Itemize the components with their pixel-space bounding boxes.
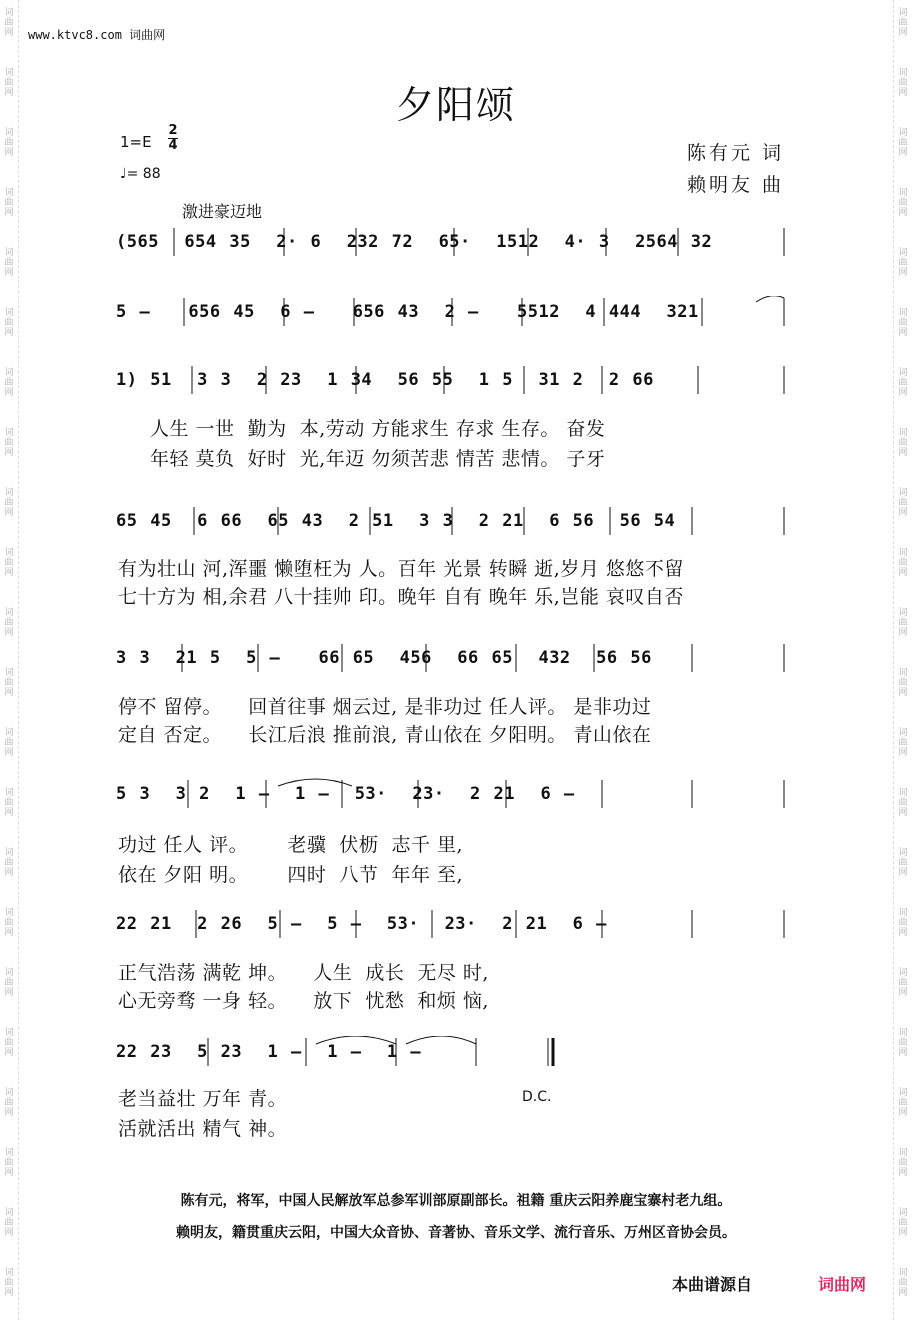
time-signature: 2 4	[168, 123, 178, 153]
watermark-text: 词曲网	[898, 608, 908, 638]
dc-marking: D.C.	[522, 1089, 552, 1105]
watermark-text: 词曲网	[4, 548, 14, 578]
lyricist-bio: 陈有元，将军，中国人民解放军总参军训部原副部长。祖籍 重庆云阳养鹿宝寨村老九组。	[180, 1193, 732, 1209]
barlines	[116, 1036, 786, 1070]
score-system-1	[116, 226, 786, 260]
watermark-text: 词曲网	[898, 1148, 908, 1178]
lyric-line-1: 有为壮山 河,浑噩 懒堕枉为 人。百年 光景 转瞬 逝,岁月 悠悠不留	[118, 558, 684, 580]
barlines	[116, 642, 786, 676]
watermark-text: 词曲网	[4, 8, 14, 38]
lyric-line-2: 年轻 莫负 好时 光,年迈 勿须苦悲 情苦 悲情。 子牙	[150, 448, 606, 470]
watermark-text: 词曲网	[4, 248, 14, 278]
watermark-text: 词曲网	[4, 428, 14, 458]
lyric-line-2: 定自 否定。 长江后浪 推前浪, 青山依在 夕阳明。 青山依在	[118, 724, 652, 746]
watermark-text: 词曲网	[898, 1088, 908, 1118]
score-system-2	[116, 296, 786, 330]
watermark-text: 词曲网	[4, 848, 14, 878]
site-header[interactable]: www.ktvc8.com 词曲网	[28, 28, 166, 42]
watermark-text: 词曲网	[4, 788, 14, 818]
barlines	[116, 505, 786, 539]
lyric-line-1: 人生 一世 勤为 本,劳动 方能求生 存求 生存。 奋发	[150, 418, 606, 440]
watermark-text: 词曲网	[4, 1268, 14, 1298]
lyric-line-2: 依在 夕阳 明。 四时 八节 年年 至,	[118, 864, 464, 886]
watermark-text: 词曲网	[4, 1208, 14, 1238]
lyric-line-1: 功过 任人 评。 老骥 伏枥 志千 里,	[118, 834, 464, 856]
watermark-text: 词曲网	[898, 848, 908, 878]
watermark-text: 词曲网	[4, 608, 14, 638]
watermark-text: 词曲网	[898, 188, 908, 218]
watermark-text: 词曲网	[898, 908, 908, 938]
watermark-text: 词曲网	[4, 128, 14, 158]
watermark-text: 词曲网	[898, 68, 908, 98]
watermark-text: 词曲网	[898, 728, 908, 758]
notation-line: 65 45 6 66 65 43 2 51 3 3 2 21 6 56 56 54	[116, 511, 676, 531]
watermark-text: 词曲网	[4, 1088, 14, 1118]
source-label: 本曲谱源自	[672, 1275, 753, 1294]
score-system-4	[116, 505, 786, 539]
watermark-text: 词曲网	[898, 128, 908, 158]
watermark-text: 词曲网	[898, 548, 908, 578]
watermark-text: 词曲网	[4, 1028, 14, 1058]
notation-line: 5 3 3 2 1 – 1 – 53· 23· 2 21 6 –	[116, 784, 575, 804]
watermark-text: 词曲网	[4, 968, 14, 998]
watermark-text: 词曲网	[4, 668, 14, 698]
watermark-text: 词曲网	[898, 788, 908, 818]
watermark-text: 词曲网	[4, 68, 14, 98]
expression-marking: 激进豪迈地	[182, 202, 263, 221]
watermark-text: 词曲网	[4, 908, 14, 938]
lyric-line-2: 心无旁骛 一身 轻。 放下 忧愁 和烦 恼,	[118, 990, 489, 1012]
barlines	[116, 296, 786, 330]
key-signature: 1=E	[120, 133, 152, 151]
barlines	[116, 908, 786, 942]
notation-line: 5 – 656 45 6 – 656 43 2 – 5512 4 444 321	[116, 302, 699, 322]
lyric-line-2: 活就活出 精气 神。	[118, 1118, 288, 1140]
watermark-text: 词曲网	[898, 8, 908, 38]
watermark-text: 词曲网	[898, 968, 908, 998]
score-system-8	[116, 1036, 786, 1070]
left-watermark-strip	[0, 0, 19, 1320]
notation-line: 3 3 21 5 5 – 66 65 456 66 65 432 56 56	[116, 648, 652, 668]
watermark-text: 词曲网	[4, 488, 14, 518]
watermark-text: 词曲网	[898, 488, 908, 518]
notation-line: 22 21 2 26 5 – 5 – 53· 23· 2 21 6 –	[116, 914, 607, 934]
watermark-text: 词曲网	[4, 728, 14, 758]
watermark-text: 词曲网	[898, 428, 908, 458]
watermark-text: 词曲网	[898, 368, 908, 398]
watermark-text: 词曲网	[898, 308, 908, 338]
lyric-line-1: 正气浩荡 满乾 坤。 人生 成长 无尽 时,	[118, 962, 489, 984]
watermark-text: 词曲网	[898, 1028, 908, 1058]
score-system-7	[116, 908, 786, 942]
watermark-text: 词曲网	[898, 248, 908, 278]
lyric-line-1: 停不 留停。 回首往事 烟云过, 是非功过 任人评。 是非功过	[118, 696, 652, 718]
watermark-text: 词曲网	[4, 188, 14, 218]
lyricist-credit: 陈有元 词	[686, 142, 784, 164]
score-system-6	[116, 778, 786, 812]
barlines	[116, 778, 786, 812]
composer-bio: 赖明友，籍贯重庆云阳，中国大众音协、音著协、音乐文学、流行音乐、万州区音协会员。	[176, 1225, 736, 1241]
watermark-text: 词曲网	[898, 1208, 908, 1238]
watermark-text: 词曲网	[4, 308, 14, 338]
watermark-text: 词曲网	[4, 1148, 14, 1178]
watermark-text: 词曲网	[898, 668, 908, 698]
tempo-marking: ♩= 88	[120, 166, 161, 182]
right-watermark-strip	[893, 0, 912, 1320]
lyric-line-2: 七十方为 相,余君 八十挂帅 印。晚年 自有 晚年 乐,岂能 哀叹自否	[118, 586, 684, 608]
composer-credit: 赖明友 曲	[686, 174, 784, 196]
barlines	[116, 364, 786, 398]
page-title: 夕阳颂	[395, 83, 516, 127]
notation-line: 1) 51 3 3 2 23 1 34 56 55 1 5 31 2 2 66	[116, 370, 654, 390]
lyric-line-1: 老当益壮 万年 青。	[118, 1088, 288, 1110]
brand-link[interactable]: 词曲网	[818, 1275, 867, 1294]
score-system-3	[116, 364, 786, 398]
barlines	[116, 226, 786, 260]
watermark-text: 词曲网	[898, 1268, 908, 1298]
notation-line: 22 23 5 23 1 – 1 – 1 –	[116, 1042, 422, 1062]
watermark-text: 词曲网	[4, 368, 14, 398]
notation-line: (565 654 35 2· 6 232 72 65· 1512 4· 3 2564 32	[116, 232, 713, 252]
score-system-5	[116, 642, 786, 676]
